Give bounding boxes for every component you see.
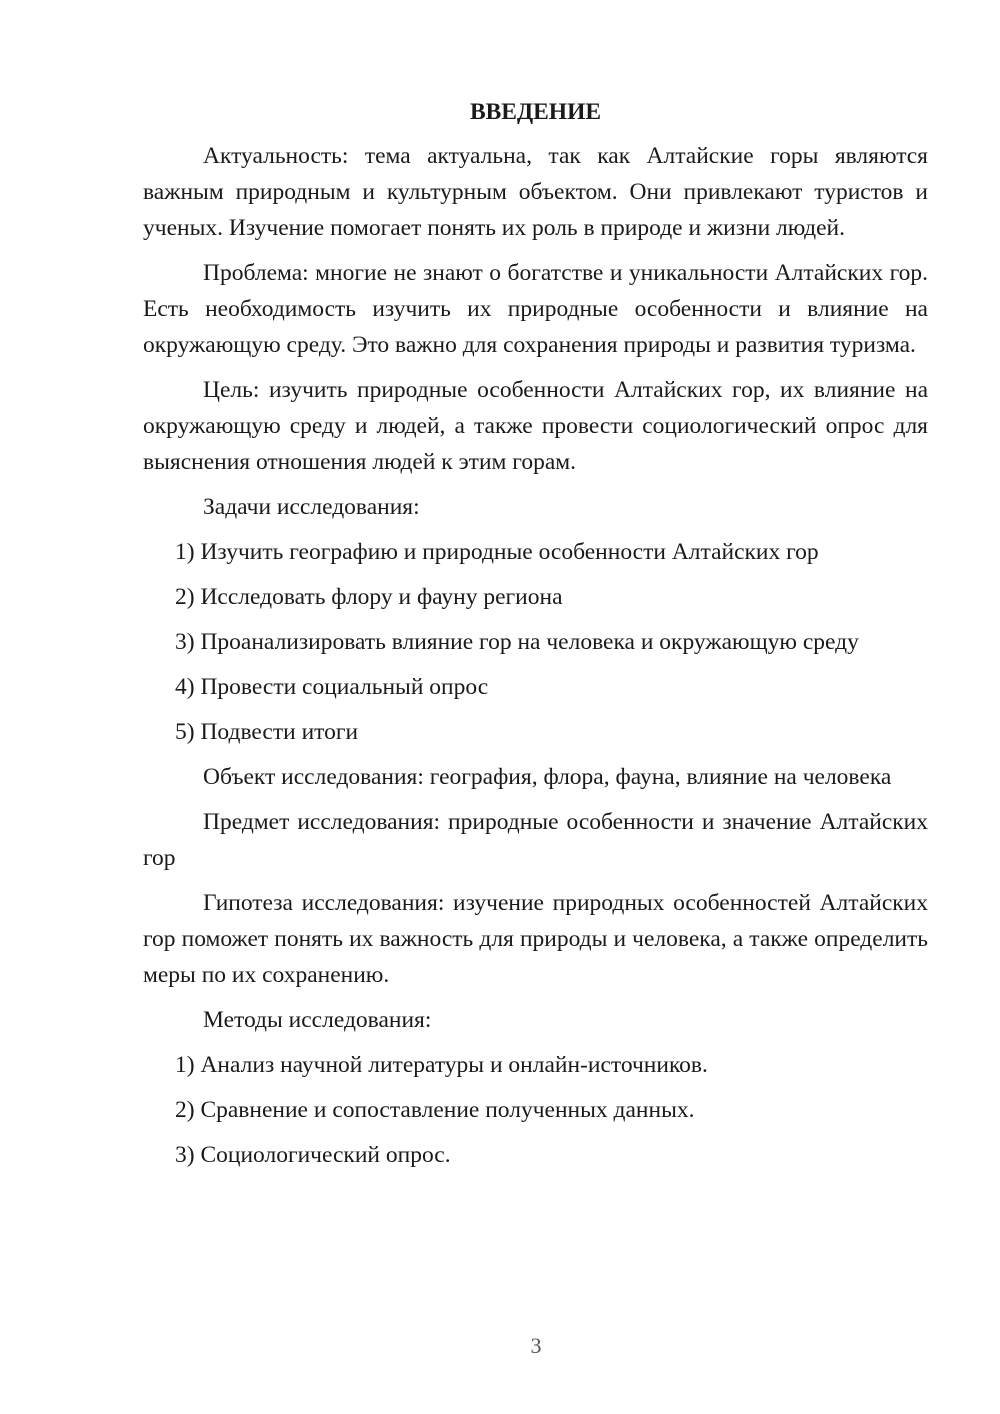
- problem-paragraph: Проблема: многие не знают о богатстве и уникальности Алтайских гор. Есть необходимость изучить их природные особенности и влияние на окружающую среду. Это важно для сохранения природы и развития туризма.: [143, 260, 928, 358]
- page-title: ВВЕДЕНИЕ: [469, 99, 602, 125]
- method-item: 2) Сравнение и сопоставление полученных данных.: [175, 1097, 695, 1123]
- relevance-paragraph: Актуальность: тема актуальна, так как Алтайские горы являются важным природным и культурным объектом. Они привлекают туристов и ученых. Изучение помогает понять их роль в природе и жизни людей.: [143, 143, 928, 241]
- methods-list: [143, 1047, 928, 1173]
- task-item: 4) Провести социальный опрос: [175, 674, 489, 700]
- task-item: 3) Проанализировать влияние гор на человека и окружающую среду: [175, 629, 859, 655]
- goal-paragraph: Цель: изучить природные особенности Алтайских гор, их влияние на окружающую среду и людей, а также провести социологический опрос для выяснения отношения людей к этим горам.: [143, 377, 928, 475]
- page-number: 3: [530, 1333, 542, 1358]
- task-item: 5) Подвести итоги: [175, 719, 359, 745]
- method-item: 3) Социологический опрос.: [175, 1142, 451, 1168]
- method-item: 1) Анализ научной литературы и онлайн-источников.: [175, 1052, 708, 1078]
- subject-paragraph: Предмет исследования: природные особенности и значение Алтайских гор: [143, 809, 928, 871]
- task-item: 1) Изучить географию и природные особенности Алтайских гор: [175, 539, 819, 565]
- object-paragraph: Объект исследования: география, флора, фауна, влияние на человека: [203, 764, 892, 790]
- tasks-heading: Задачи исследования:: [203, 494, 420, 520]
- page-content: [143, 96, 928, 1182]
- tasks-list: [143, 534, 928, 750]
- methods-heading: Методы исследования:: [203, 1007, 432, 1033]
- task-item: 2) Исследовать флору и фауну региона: [175, 584, 563, 610]
- hypothesis-paragraph: Гипотеза исследования: изучение природных особенностей Алтайских гор поможет понять их важность для природы и человека, а также определить меры по их сохранению.: [143, 890, 928, 988]
